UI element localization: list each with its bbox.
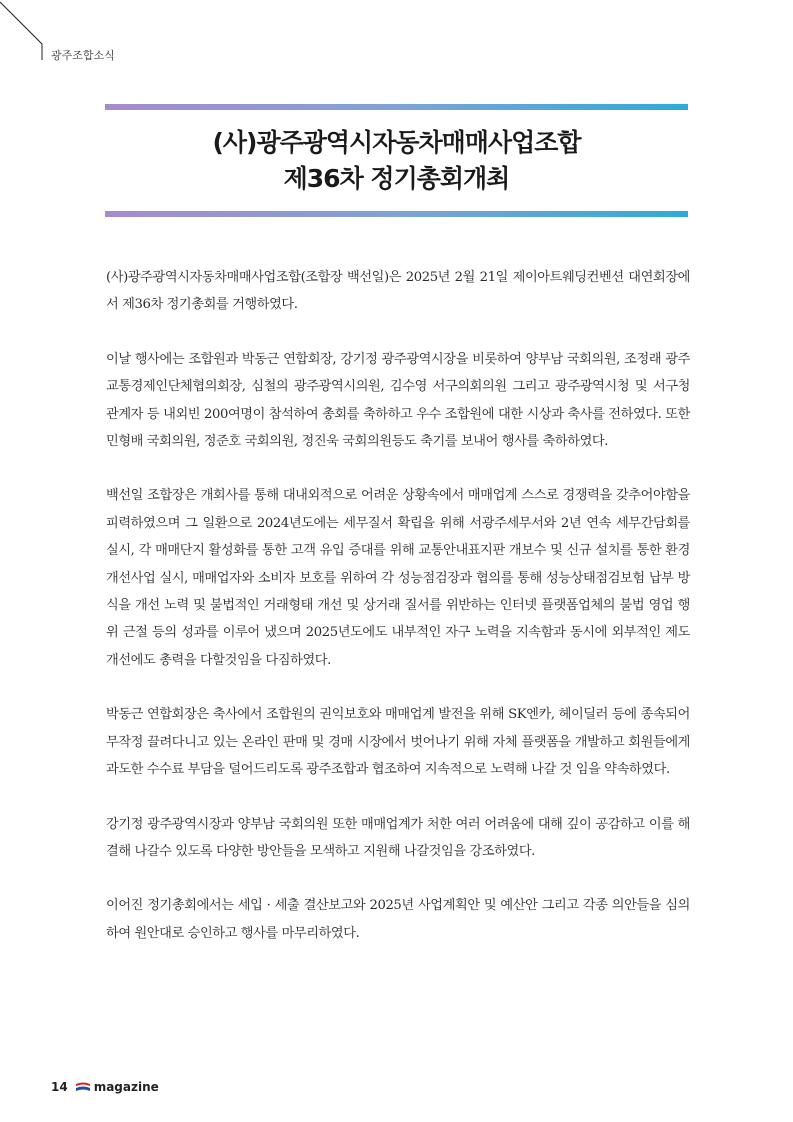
kaa-logo-icon [75, 1081, 91, 1093]
article-title [105, 110, 688, 211]
paragraph-6: 이어진 정기총회에서는 세입 · 세출 결산보고와 2025년 사업계획안 및 예산안 그리고 각종 의안들을 심의하여 원안대로 승인하고 행사를 마무리하였다. [106, 898, 690, 941]
page-footer [51, 1080, 159, 1094]
page-number: 14 [51, 1080, 68, 1094]
title-line-1: (사)광주광역시자동차매매사업조합 [212, 128, 581, 157]
magazine-label: magazine [93, 1080, 159, 1094]
article-body [106, 264, 690, 974]
paragraph-3: 백선일 조합장은 개회사를 통해 대내외적으로 어려운 상황속에서 매매업계 스스로 경쟁력을 갖추어야함을 피력하였으며 그 일환으로 2024년도에는 세무질서 확립을 위해 서광주세무서와 2년 연속 세무간담회를 실시, 각 매매단지 활성화를 통한 고객 유입 증대를 위해 교통안내표지판 개보수 및 신규 설치를 통한 환경개선사업 실시, 매매업자와 소비자 보호를 위하여 각 성능점검장과 협의를 통해 성능상태점검보험 납부 방식을 개선 노력 및 불법적인 거래형태 개선 및 상거래 질서를 위반하는 인터넷 플랫폼업체의 불법 영업 행위 근절 등의 성과를 이루어 냈으며 2025년도에도 내부적인 자구 노력을 지속함과 동시에 외부적인 제도 개선에도 총력을 다할것임을 다짐하였다. [106, 488, 690, 668]
section-label: 광주조합소식 [51, 49, 115, 62]
paragraph-1: (사)광주광역시자동차매매사업조합(조합장 백선일)은 2025년 2월 21일 제이아트웨딩컨벤션 대연회장에서 제36차 정기총회를 거행하였다. [106, 270, 690, 313]
bottom-gradient-bar [105, 211, 688, 217]
title-block [105, 104, 688, 217]
paragraph-2: 이날 행사에는 조합원과 박동근 연합회장, 강기정 광주광역시장을 비롯하여 양부남 국회의원, 조정래 광주교통경제인단체협의회장, 심철의 광주광역시의원, 김수영 서구의회의원 그리고 광주광역시청 및 서구청 관계자 등 내외빈 200여명이 참석하여 총회를 축하하고 우수 조합원에 대한 시상과 축사를 전하였다. 또한 민형배 국회의원, 정준호 국회의원, 정진욱 국회의원등도 축기를 보내어 행사를 축하하였다. [106, 351, 690, 450]
paragraph-4: 박동근 연합회장은 축사에서 조합원의 권익보호와 매매업계 발전을 위해 SK엔카, 헤이딜러 등에 종속되어 무작정 끌려다니고 있는 온라인 판매 및 경매 시장에서 벗어나기 위해 자체 플랫폼을 개발하고 회원들에게 과도한 수수료 부담을 덜어드리도록 광주조합과 협조하여 지속적으로 노력해 나갈 것 임을 약속하였다. [106, 707, 690, 778]
paragraph-5: 강기정 광주광역시장과 양부남 국회의원 또한 매매업계가 처한 여러 어려움에 대해 깊이 공감하고 이를 해결해 나갈수 있도록 다양한 방안들을 모색하고 지원해 나갈것임을 강조하였다. [106, 816, 690, 859]
title-line-2: 제36차 정기총회개최 [283, 164, 510, 193]
